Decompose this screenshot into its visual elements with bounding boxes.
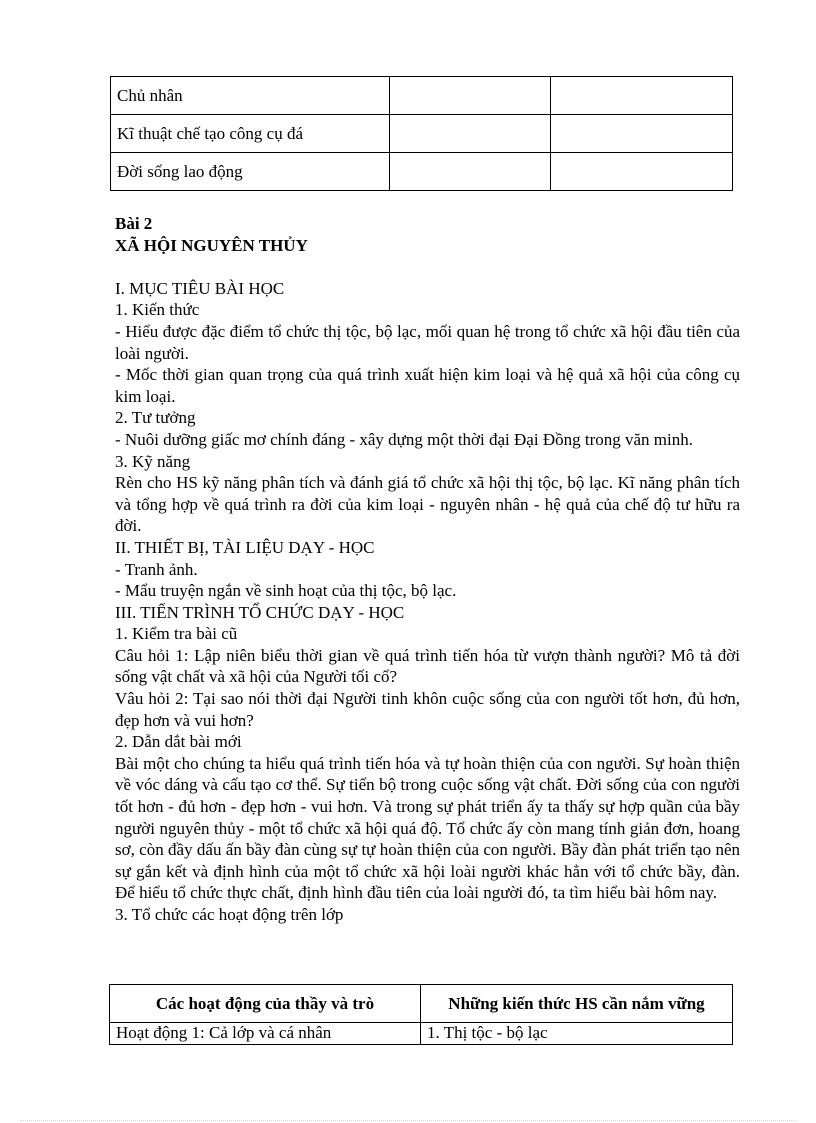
paragraph: Bài một cho chúng ta hiểu quá trình tiến hóa và tự hoàn thiện của con người. Sự hoàn thiện về vóc dáng và cấu tạo cơ thể. Sự tiến bộ trong cuộc sống vật chất. Đời sống của con người tốt hơn - đủ hơn - đẹp hơn - vui hơn. Và trong sự phát triển ấy ta thấy sự hợp quần của bầy người nguyên thủy - một tổ chức xã hội quá độ. Tổ chức ấy còn mang tính giản đơn, hoang sơ, còn đầy dấu ấn bầy đàn cùng sự tự hoàn thiện của con người. Bầy đàn phát triển tạo nên sự gắn kết và định hình của một tổ chức xã hội loài người khác hẳn với tổ chức bầy, đàn. Để hiểu tổ chức thực chất, định hình đầu tiên của loài người đó, ta tìm hiểu bài hôm nay. (115, 753, 740, 903)
subsection-heading: 2. Tư tưởng (115, 408, 196, 428)
table-header-activities: Các hoạt động của thầy và trò (110, 985, 421, 1023)
table-row (110, 1023, 733, 1045)
table-header-knowledge: Những kiến thức HS cần nắm vững (421, 985, 733, 1023)
paragraph: Câu hỏi 1: Lập niên biểu thời gian về quá trình tiến hóa từ vượn thành người? Mô tả đời sống vật chất và xã hội của Người tối cổ? (115, 645, 740, 687)
table-cell-empty (551, 77, 733, 115)
lesson-title: XÃ HỘI NGUYÊN THỦY (115, 235, 308, 255)
paragraph: - Tranh ảnh. (115, 559, 198, 579)
table-cell-empty (551, 153, 733, 191)
table-cell-knowledge: 1. Thị tộc - bộ lạc (421, 1023, 733, 1045)
section-heading: III. TIẾN TRÌNH TỔ CHỨC DẠY - HỌC (115, 602, 405, 622)
table-row (111, 115, 733, 153)
paragraph: Vâu hỏi 2: Tại sao nói thời đại Người tinh khôn cuộc sống của con người tốt hơn, đủ hơn, đẹp hơn và vui hơn? (115, 689, 740, 730)
lesson-content (115, 213, 740, 926)
subsection-heading: 1. Kiểm tra bài cũ (115, 624, 238, 644)
section-heading: I. MỤC TIÊU BÀI HỌC (115, 278, 285, 298)
paragraph: - Hiểu được đặc điểm tổ chức thị tộc, bộ lạc, mối quan hệ trong tổ chức xã hội đầu tiên của loài người. (115, 321, 740, 363)
table-cell-label: Đời sống lao động (111, 153, 390, 191)
table-header-row (110, 985, 733, 1023)
comparison-table (110, 76, 733, 191)
table-cell-label: Kĩ thuật chế tạo công cụ đá (111, 115, 390, 153)
table-cell-empty (390, 153, 551, 191)
section-heading: II. THIẾT BỊ, TÀI LIỆU DẠY - HỌC (115, 537, 375, 557)
subsection-heading: 2. Dẫn dắt bài mới (115, 732, 242, 752)
table-row (111, 77, 733, 115)
spacer (115, 256, 740, 278)
table-cell-empty (390, 77, 551, 115)
table-cell-activity: Hoạt động 1: Cả lớp và cá nhân (110, 1023, 421, 1045)
table-cell-empty (390, 115, 551, 153)
paragraph: - Mốc thời gian quan trọng của quá trình xuất hiện kim loại và hệ quả xã hội của công cụ kim loại. (115, 365, 740, 406)
paragraph: - Mẩu truyện ngắn về sinh hoạt của thị tộc, bộ lạc. (115, 581, 457, 601)
paragraph: - Nuôi dưỡng giấc mơ chính đáng - xây dựng một thời đại Đại Đồng trong văn minh. (115, 429, 693, 449)
subsection-heading: 3. Kỹ năng (115, 451, 191, 471)
lesson-number: Bài 2 (115, 214, 153, 233)
page-bottom-border (20, 1120, 796, 1121)
paragraph: Rèn cho HS kỹ năng phân tích và đánh giá tổ chức xã hội thị tộc, bộ lạc. Kĩ năng phân tích và tổng hợp về quá trình ra đời của kim loại - nguyên nhân - hệ quả của chế độ tư hữu ra đời. (115, 473, 740, 536)
table-cell-empty (551, 115, 733, 153)
subsection-heading: 1. Kiến thức (115, 300, 200, 320)
activities-table (109, 984, 733, 1045)
table-row (111, 153, 733, 191)
table-cell-label: Chủ nhân (111, 77, 390, 115)
subsection-heading: 3. Tổ chức các hoạt động trên lớp (115, 905, 344, 924)
